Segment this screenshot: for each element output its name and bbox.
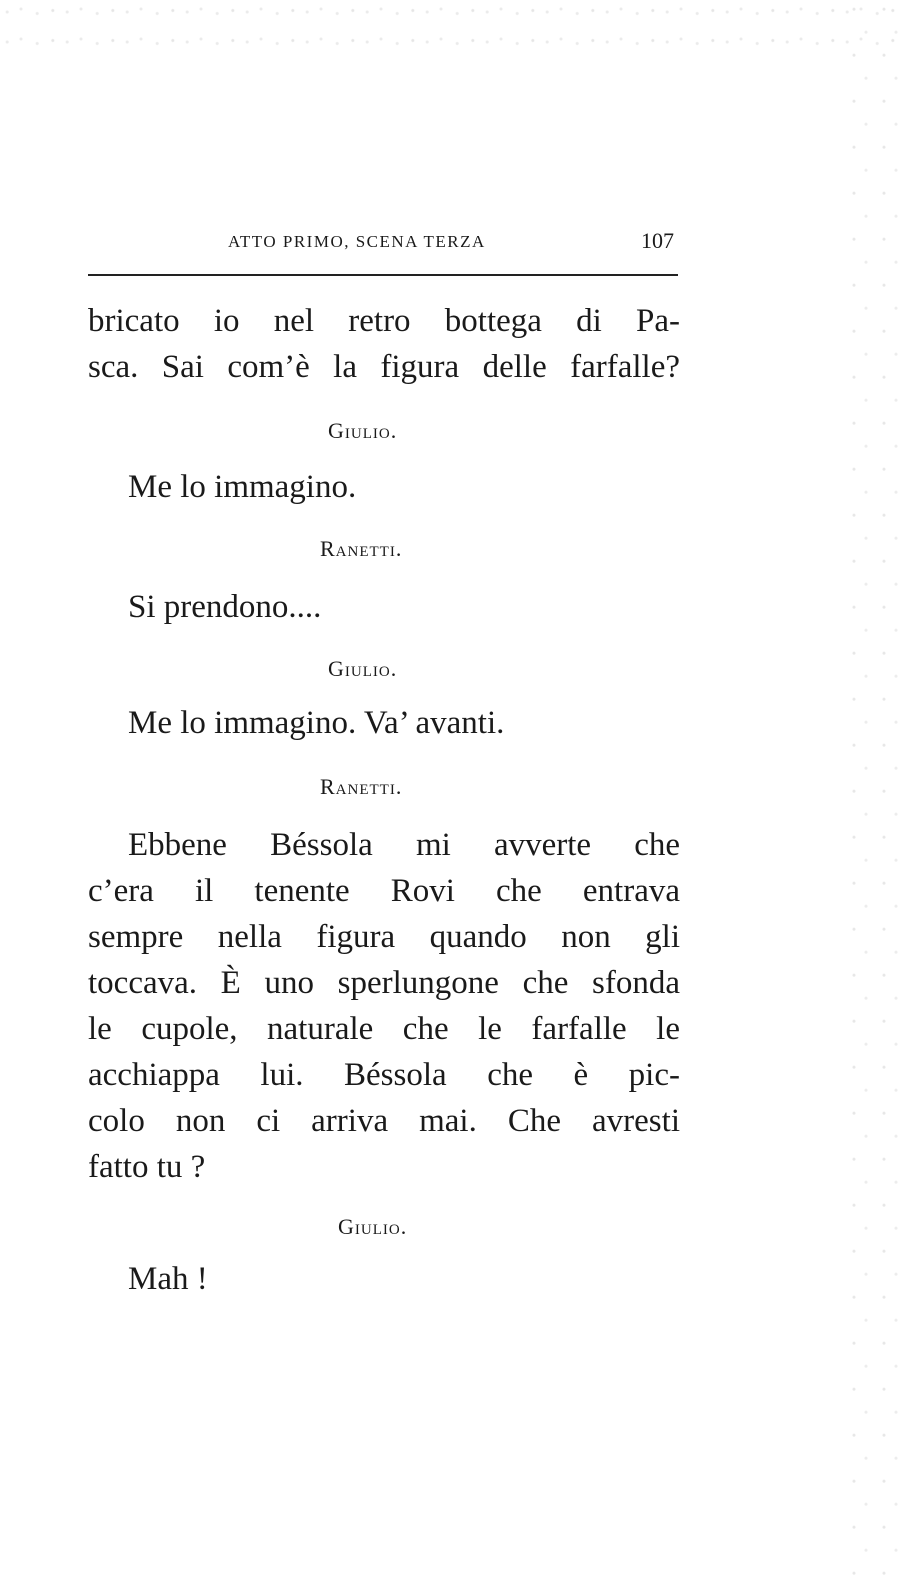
speaker-name: Ranetti. — [320, 774, 403, 799]
text-line: Si prendono.... — [128, 589, 322, 625]
speech-block — [128, 1256, 720, 1302]
speech-block — [128, 700, 720, 746]
text-line: Mah ! — [128, 1261, 208, 1297]
running-title: ATTO PRIMO, SCENA TERZA — [228, 232, 486, 251]
speech-block — [88, 298, 680, 390]
paper-speckle-top — [0, 0, 905, 60]
page-number: 107 — [641, 228, 674, 253]
speech-block — [88, 822, 680, 1190]
speaker-name: Giulio. — [338, 1214, 408, 1239]
speaker-name: Giulio. — [328, 656, 398, 681]
text-line: toccava. È uno sperlungone che sfonda — [88, 965, 680, 1001]
text-line: bricato io nel retro bottega di Pa- — [88, 303, 680, 339]
text-line: Ebbene Béssola mi avverte che — [128, 827, 680, 863]
text-line: c’era il tenente Rovi che entrava — [88, 873, 680, 909]
running-head — [88, 228, 678, 258]
text-line: fatto tu ? — [88, 1149, 206, 1185]
speech-block — [128, 584, 720, 630]
text-line: colo non ci arriva mai. Che avresti — [88, 1103, 680, 1139]
speaker-name: Ranetti. — [320, 536, 403, 561]
text-line: sempre nella figura quando non gli — [88, 919, 680, 955]
paper-speckle-right — [845, 0, 905, 1576]
text-line: Me lo immagino. Va’ avanti. — [128, 705, 505, 741]
header-rule — [88, 274, 678, 276]
text-line: acchiappa lui. Béssola che è pic- — [88, 1057, 680, 1093]
text-line: Me lo immagino. — [128, 469, 357, 505]
text-line: sca. Sai com’è la figura delle farfalle? — [88, 349, 680, 385]
speech-block — [128, 464, 720, 510]
text-line: le cupole, naturale che le farfalle le — [88, 1011, 680, 1047]
speaker-name: Giulio. — [328, 418, 398, 443]
